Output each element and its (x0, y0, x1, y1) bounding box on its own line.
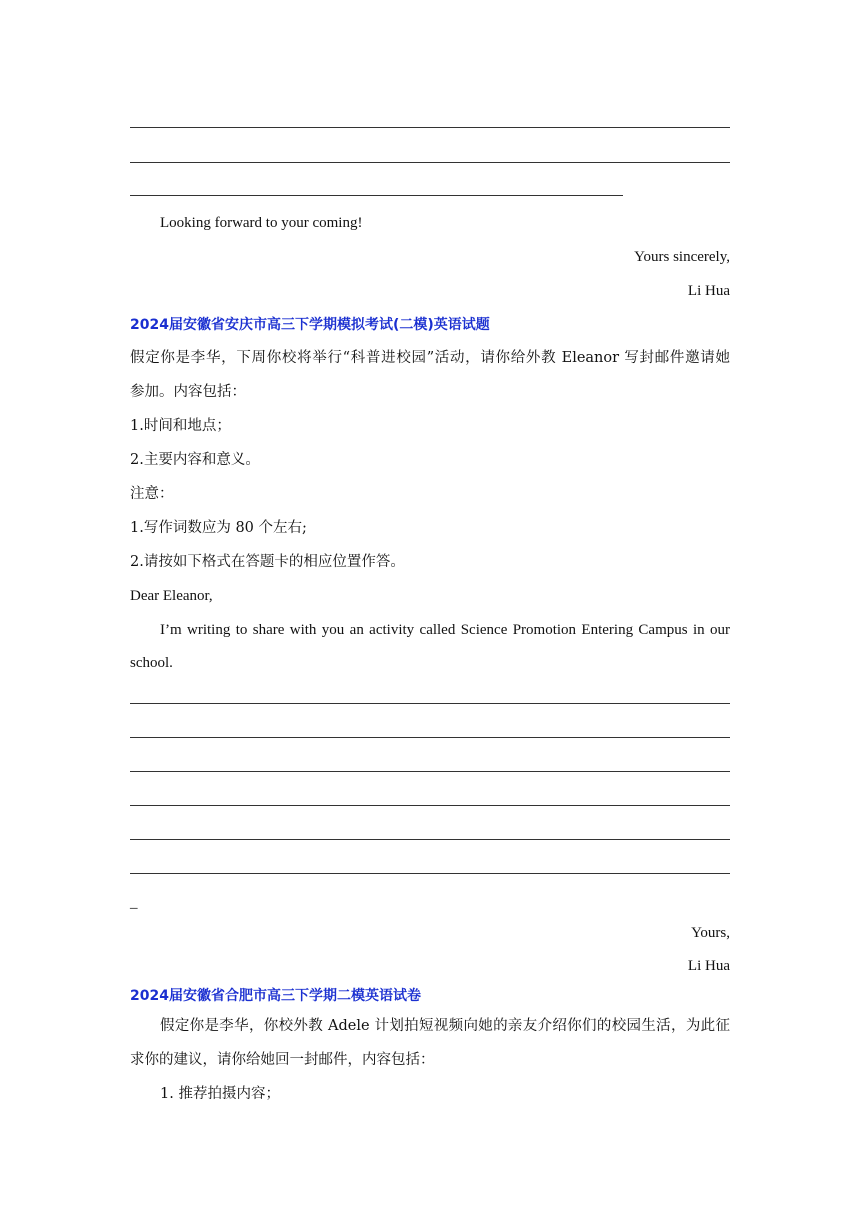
content-point: 1.时间和地点； (130, 418, 231, 434)
task-heading: 2024届安徽省合肥市高三下学期二模英语试卷 (130, 988, 421, 1004)
prompt-line: 参加。内容包括： (130, 384, 246, 400)
answer-line (130, 195, 623, 196)
content-point: 2.主要内容和意义。 (130, 452, 260, 468)
opening-line: school. (130, 655, 173, 671)
content-point: 1. 推荐拍摄内容； (160, 1086, 280, 1102)
answer-line (130, 127, 730, 128)
answer-line (130, 771, 730, 772)
notes-label: 注意： (130, 486, 174, 502)
note-item: 2.请按如下格式在答题卡的相应位置作答。 (130, 554, 405, 570)
prompt-line: 假定你是李华，你校外教 Adele 计划拍短视频向她的亲友介绍你们的校园生活，为此征 (160, 1018, 730, 1034)
answer-line (130, 805, 730, 806)
answer-line (130, 703, 730, 704)
salutation: Dear Eleanor, (130, 588, 213, 604)
prompt-line: 假定你是李华，下周你校将举行“科普进校园”活动，请你给外教 Eleanor 写封邮件邀请她 (130, 350, 730, 366)
note-item: 1.写作词数应为 80 个左右; (130, 520, 307, 536)
trailing-mark: _ (130, 895, 138, 911)
closing-line: Looking forward to your coming! (160, 215, 363, 231)
answer-line (130, 162, 730, 163)
sign-off: Yours sincerely, (634, 249, 730, 265)
opening-line: I’m writing to share with you an activity called Science Promotion Entering Campus in our (160, 622, 730, 638)
signature: Li Hua (687, 958, 730, 974)
task-heading: 2024届安徽省安庆市高三下学期模拟考试(二模)英语试题 (130, 317, 490, 333)
signature: Li Hua (687, 283, 730, 299)
prompt-line: 求你的建议，请你给她回一封邮件，内容包括： (130, 1052, 435, 1068)
answer-line (130, 873, 730, 874)
answer-line (130, 737, 730, 738)
sign-off: Yours, (691, 925, 730, 941)
answer-line (130, 839, 730, 840)
